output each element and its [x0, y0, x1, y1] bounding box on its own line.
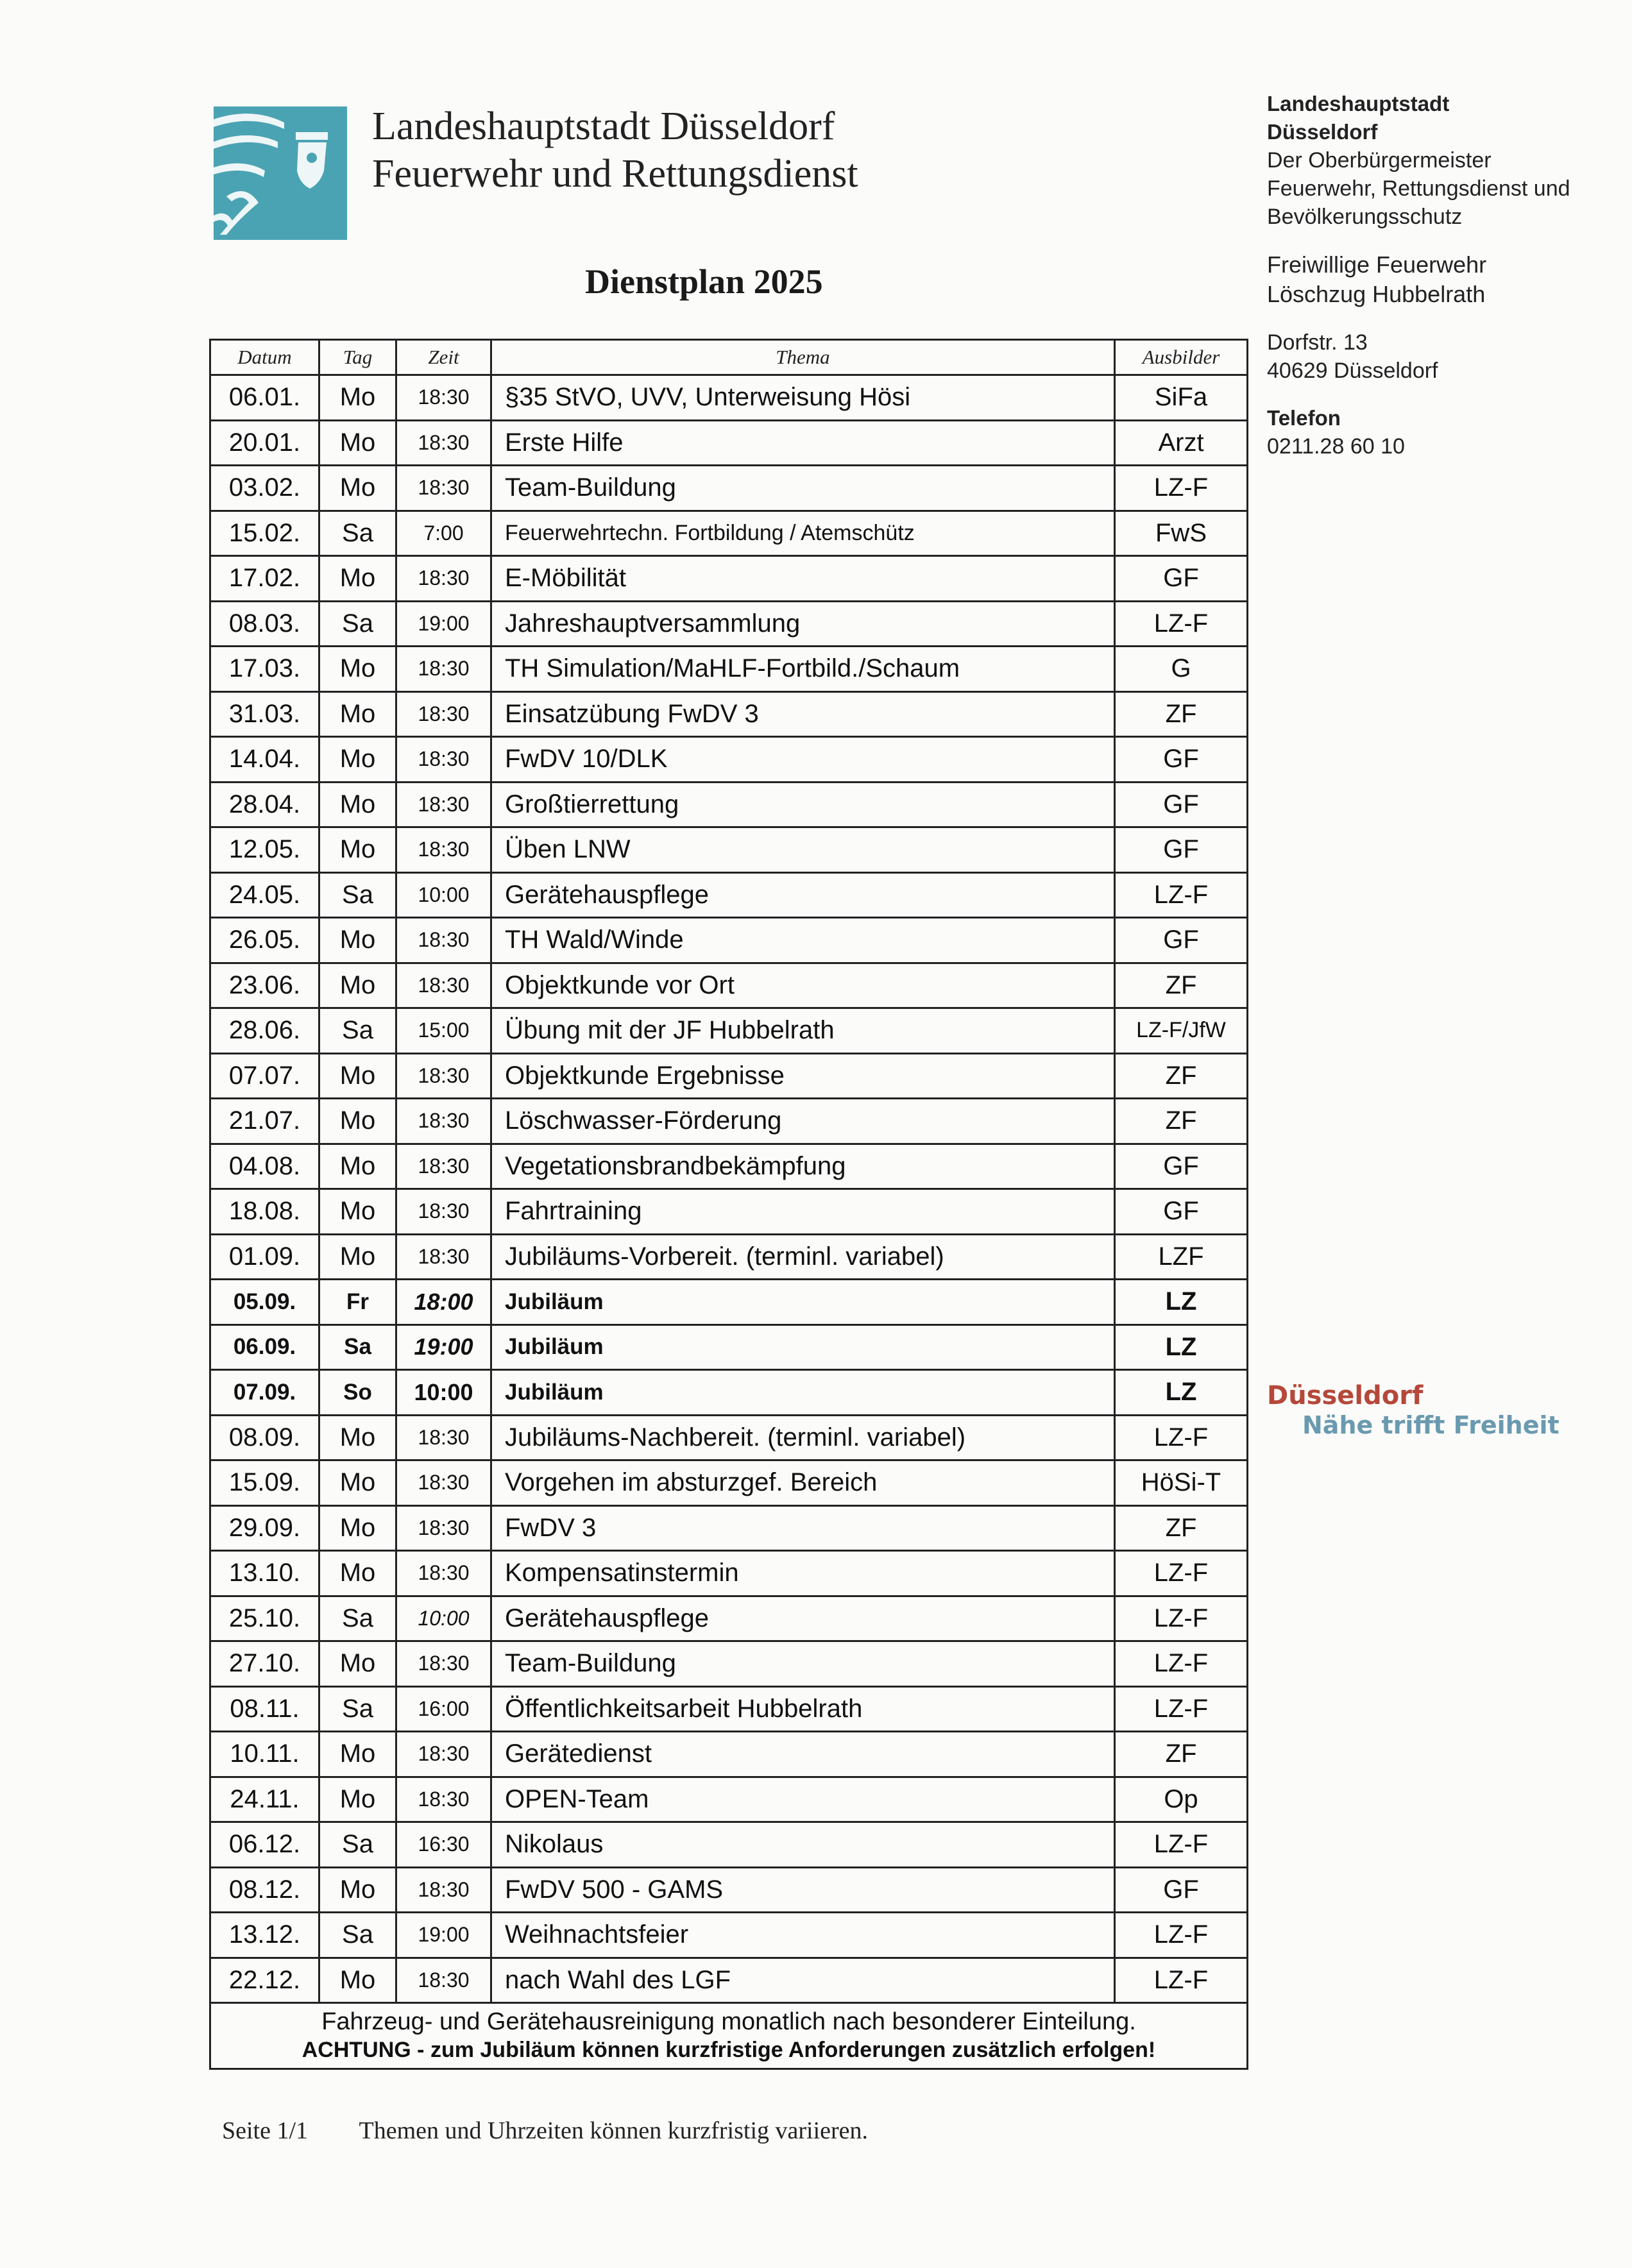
- row-date: 08.09.: [210, 1415, 319, 1460]
- row-time: 18:30: [396, 1189, 491, 1235]
- table-row: [210, 1596, 1248, 1641]
- row-day: Mo: [319, 375, 396, 421]
- row-day: Sa: [319, 1913, 396, 1958]
- row-date: 21.07.: [210, 1099, 319, 1144]
- row-topic: Üben LNW: [491, 827, 1115, 873]
- row-topic: Jubiläum: [491, 1370, 1115, 1416]
- table-row: [210, 556, 1248, 602]
- row-date: 01.09.: [210, 1234, 319, 1280]
- row-time: 18:30: [396, 1415, 491, 1460]
- row-day: Fr: [319, 1280, 396, 1325]
- sender-dept-line1: Feuerwehr, Rettungsdienst und: [1267, 176, 1570, 201]
- row-instructor: LZ-F: [1115, 1686, 1248, 1732]
- row-date: 26.05.: [210, 918, 319, 963]
- table-row: [210, 1280, 1248, 1325]
- sender-unit-line1: Freiwillige Feuerwehr: [1267, 251, 1487, 278]
- row-date: 17.03.: [210, 647, 319, 692]
- header-day: Tag: [319, 340, 396, 375]
- row-date: 10.11.: [210, 1732, 319, 1777]
- row-topic: nach Wahl des LGF: [491, 1958, 1115, 2003]
- row-day: Sa: [319, 872, 396, 918]
- row-time: 18:30: [396, 1732, 491, 1777]
- row-time: 16:30: [396, 1822, 491, 1868]
- org-title: [372, 103, 858, 198]
- row-instructor: ZF: [1115, 1732, 1248, 1777]
- table-row: [210, 1460, 1248, 1506]
- row-date: 06.01.: [210, 375, 319, 421]
- row-day: Mo: [319, 1551, 396, 1596]
- row-date: 29.09.: [210, 1505, 319, 1551]
- row-day: Mo: [319, 827, 396, 873]
- row-topic: Team-Buildung: [491, 1641, 1115, 1687]
- row-day: Mo: [319, 466, 396, 511]
- table-row: [210, 1641, 1248, 1687]
- row-topic: TH Wald/Winde: [491, 918, 1115, 963]
- table-row: [210, 647, 1248, 692]
- row-date: 06.12.: [210, 1822, 319, 1868]
- row-topic: Großtierrettung: [491, 782, 1115, 827]
- row-instructor: LZ-F: [1115, 1913, 1248, 1958]
- table-row: [210, 691, 1248, 737]
- row-day: Mo: [319, 1189, 396, 1235]
- row-date: 25.10.: [210, 1596, 319, 1641]
- row-day: Mo: [319, 556, 396, 602]
- row-date: 31.03.: [210, 691, 319, 737]
- row-topic: Vegetationsbrandbekämpfung: [491, 1144, 1115, 1189]
- row-date: 23.06.: [210, 963, 319, 1008]
- page-number: Seite 1/1: [222, 2117, 309, 2144]
- table-row: [210, 1686, 1248, 1732]
- row-instructor: ZF: [1115, 691, 1248, 737]
- row-day: Mo: [319, 1777, 396, 1822]
- row-instructor: GF: [1115, 1867, 1248, 1913]
- row-topic: Gerätedienst: [491, 1732, 1115, 1777]
- header-time: Zeit: [396, 340, 491, 375]
- row-topic: Objektkunde vor Ort: [491, 963, 1115, 1008]
- row-instructor: GF: [1115, 737, 1248, 783]
- row-instructor: GF: [1115, 782, 1248, 827]
- sender-block: [1267, 90, 1613, 461]
- row-instructor: LZ-F: [1115, 466, 1248, 511]
- row-time: 7:00: [396, 511, 491, 556]
- table-row: [210, 737, 1248, 783]
- row-date: 15.02.: [210, 511, 319, 556]
- row-time: 19:00: [396, 1324, 491, 1370]
- row-time: 18:30: [396, 782, 491, 827]
- sender-dept-line2: Bevölkerungsschutz: [1267, 205, 1463, 229]
- row-time: 18:30: [396, 827, 491, 873]
- row-day: Mo: [319, 1144, 396, 1189]
- row-instructor: LZ-F: [1115, 872, 1248, 918]
- table-row: [210, 1189, 1248, 1235]
- row-topic: Weihnachtsfeier: [491, 1913, 1115, 1958]
- row-date: 24.11.: [210, 1777, 319, 1822]
- row-date: 04.08.: [210, 1144, 319, 1189]
- sender-unit-line2: Löschzug Hubbelrath: [1267, 281, 1486, 307]
- table-row: [210, 601, 1248, 647]
- row-day: Sa: [319, 1686, 396, 1732]
- row-instructor: ZF: [1115, 1505, 1248, 1551]
- row-time: 10:00: [396, 1596, 491, 1641]
- row-topic: Nikolaus: [491, 1822, 1115, 1868]
- row-instructor: GF: [1115, 918, 1248, 963]
- row-instructor: ZF: [1115, 1099, 1248, 1144]
- row-instructor: G: [1115, 647, 1248, 692]
- table-row: [210, 1053, 1248, 1099]
- table-row: [210, 1415, 1248, 1460]
- row-day: So: [319, 1370, 396, 1416]
- table-row: [210, 466, 1248, 511]
- notes-row: [210, 2003, 1248, 2069]
- table-row: [210, 1370, 1248, 1416]
- row-time: 18:30: [396, 691, 491, 737]
- table-row: [210, 1777, 1248, 1822]
- row-date: 14.04.: [210, 737, 319, 783]
- row-day: Mo: [319, 647, 396, 692]
- row-date: 17.02.: [210, 556, 319, 602]
- row-date: 20.01.: [210, 420, 319, 466]
- row-topic: E-Möbilität: [491, 556, 1115, 602]
- row-day: Sa: [319, 1822, 396, 1868]
- row-instructor: LZ-F: [1115, 1958, 1248, 2003]
- table-header-row: [210, 340, 1248, 375]
- row-date: 27.10.: [210, 1641, 319, 1687]
- table-row: [210, 1732, 1248, 1777]
- row-time: 18:30: [396, 737, 491, 783]
- table-row: [210, 1099, 1248, 1144]
- row-date: 22.12.: [210, 1958, 319, 2003]
- org-title-line2: Feuerwehr und Rettungsdienst: [372, 152, 858, 196]
- row-time: 18:30: [396, 918, 491, 963]
- sender-street: Dorfstr. 13: [1267, 330, 1368, 355]
- row-instructor: GF: [1115, 1189, 1248, 1235]
- row-topic: Einsatzübung FwDV 3: [491, 691, 1115, 737]
- table-row: [210, 1551, 1248, 1596]
- table-row: [210, 827, 1248, 873]
- row-topic: Vorgehen im absturzgef. Bereich: [491, 1460, 1115, 1506]
- row-date: 05.09.: [210, 1280, 319, 1325]
- row-instructor: GF: [1115, 556, 1248, 602]
- row-date: 18.08.: [210, 1189, 319, 1235]
- slogan-line1: Düsseldorf: [1267, 1381, 1424, 1410]
- row-topic: Übung mit der JF Hubbelrath: [491, 1008, 1115, 1054]
- table-row: [210, 1008, 1248, 1054]
- row-time: 18:30: [396, 375, 491, 421]
- row-time: 16:00: [396, 1686, 491, 1732]
- row-instructor: ZF: [1115, 1053, 1248, 1099]
- table-row: [210, 1324, 1248, 1370]
- row-day: Mo: [319, 1415, 396, 1460]
- document-title: Dienstplan 2025: [585, 262, 823, 301]
- table-row: [210, 782, 1248, 827]
- row-day: Mo: [319, 1732, 396, 1777]
- row-topic: Jubiläums-Vorbereit. (terminl. variabel): [491, 1234, 1115, 1280]
- row-date: 15.09.: [210, 1460, 319, 1506]
- row-time: 18:30: [396, 1777, 491, 1822]
- row-time: 10:00: [396, 872, 491, 918]
- slogan-line2: Nähe trifft Freiheit: [1302, 1411, 1560, 1439]
- header-date: Datum: [210, 340, 319, 375]
- table-row: [210, 1144, 1248, 1189]
- row-day: Mo: [319, 963, 396, 1008]
- row-instructor: SiFa: [1115, 375, 1248, 421]
- table-row: [210, 1913, 1248, 1958]
- header-instructor: Ausbilder: [1115, 340, 1248, 375]
- row-day: Mo: [319, 1234, 396, 1280]
- row-day: Mo: [319, 1099, 396, 1144]
- row-instructor: LZF: [1115, 1234, 1248, 1280]
- row-instructor: LZ: [1115, 1280, 1248, 1325]
- row-date: 06.09.: [210, 1324, 319, 1370]
- row-instructor: LZ-F: [1115, 1822, 1248, 1868]
- table-row: [210, 420, 1248, 466]
- row-time: 18:30: [396, 1867, 491, 1913]
- row-instructor: LZ-F/JfW: [1115, 1008, 1248, 1054]
- sender-city-line2: Düsseldorf: [1267, 120, 1378, 144]
- row-topic: TH Simulation/MaHLF-Fortbild./Schaum: [491, 647, 1115, 692]
- phone-label: Telefon: [1267, 406, 1341, 430]
- row-topic: Kompensatinstermin: [491, 1551, 1115, 1596]
- row-day: Mo: [319, 1053, 396, 1099]
- row-instructor: FwS: [1115, 511, 1248, 556]
- row-topic: FwDV 3: [491, 1505, 1115, 1551]
- row-topic: Fahrtraining: [491, 1189, 1115, 1235]
- row-time: 15:00: [396, 1008, 491, 1054]
- row-instructor: LZ-F: [1115, 1641, 1248, 1687]
- row-topic: OPEN-Team: [491, 1777, 1115, 1822]
- row-time: 18:30: [396, 963, 491, 1008]
- row-day: Sa: [319, 601, 396, 647]
- row-day: Mo: [319, 918, 396, 963]
- row-instructor: Arzt: [1115, 420, 1248, 466]
- table-row: [210, 1822, 1248, 1868]
- row-topic: Erste Hilfe: [491, 420, 1115, 466]
- row-topic: Objektkunde Ergebnisse: [491, 1053, 1115, 1099]
- row-time: 18:30: [396, 1505, 491, 1551]
- row-instructor: GF: [1115, 827, 1248, 873]
- row-time: 19:00: [396, 1913, 491, 1958]
- row-day: Mo: [319, 737, 396, 783]
- row-day: Mo: [319, 420, 396, 466]
- table-row: [210, 918, 1248, 963]
- row-day: Sa: [319, 511, 396, 556]
- row-date: 03.02.: [210, 466, 319, 511]
- row-date: 28.04.: [210, 782, 319, 827]
- row-topic: FwDV 500 - GAMS: [491, 1867, 1115, 1913]
- row-time: 18:30: [396, 420, 491, 466]
- row-time: 18:30: [396, 1053, 491, 1099]
- row-date: 13.10.: [210, 1551, 319, 1596]
- table-row: [210, 1867, 1248, 1913]
- row-time: 18:30: [396, 1144, 491, 1189]
- table-row: [210, 1958, 1248, 2003]
- notes-cell: [210, 2003, 1248, 2069]
- row-topic: Feuerwehrtechn. Fortbildung / Atemschütz: [491, 511, 1115, 556]
- page-footer: [222, 2117, 868, 2145]
- row-instructor: LZ: [1115, 1324, 1248, 1370]
- footer-disclaimer: Themen und Uhrzeiten können kurzfristig variieren.: [359, 2117, 869, 2144]
- row-day: Sa: [319, 1324, 396, 1370]
- table-row: [210, 1505, 1248, 1551]
- row-date: 13.12.: [210, 1913, 319, 1958]
- row-instructor: LZ-F: [1115, 1596, 1248, 1641]
- row-topic: Gerätehauspflege: [491, 1596, 1115, 1641]
- row-instructor: GF: [1115, 1144, 1248, 1189]
- row-date: 12.05.: [210, 827, 319, 873]
- row-date: 08.11.: [210, 1686, 319, 1732]
- row-instructor: HöSi-T: [1115, 1460, 1248, 1506]
- table-row: [210, 872, 1248, 918]
- row-topic: Gerätehauspflege: [491, 872, 1115, 918]
- row-topic: Jahreshauptversammlung: [491, 601, 1115, 647]
- row-day: Mo: [319, 1505, 396, 1551]
- note-attention: ACHTUNG - zum Jubiläum können kurzfristige Anforderungen zusätzlich erfolgen!: [302, 2038, 1156, 2062]
- row-topic: Jubiläum: [491, 1280, 1115, 1325]
- row-topic: Öffentlichkeitsarbeit Hubbelrath: [491, 1686, 1115, 1732]
- sender-city: 40629 Düsseldorf: [1267, 359, 1438, 383]
- city-slogan: [1267, 1380, 1560, 1439]
- header-topic: Thema: [491, 340, 1115, 375]
- row-day: Sa: [319, 1008, 396, 1054]
- schedule-table: [209, 339, 1248, 2070]
- row-topic: Jubiläums-Nachbereit. (terminl. variabel): [491, 1415, 1115, 1460]
- row-topic: Team-Buildung: [491, 466, 1115, 511]
- row-day: Mo: [319, 1958, 396, 2003]
- row-date: 07.07.: [210, 1053, 319, 1099]
- org-title-line1: Landeshauptstadt Düsseldorf: [372, 105, 835, 148]
- row-day: Mo: [319, 1460, 396, 1506]
- row-instructor: LZ-F: [1115, 601, 1248, 647]
- row-day: Mo: [319, 691, 396, 737]
- row-date: 28.06.: [210, 1008, 319, 1054]
- row-date: 08.12.: [210, 1867, 319, 1913]
- row-instructor: LZ: [1115, 1370, 1248, 1416]
- row-day: Mo: [319, 782, 396, 827]
- row-date: 07.09.: [210, 1370, 319, 1416]
- row-time: 18:30: [396, 1460, 491, 1506]
- table-row: [210, 1234, 1248, 1280]
- row-instructor: ZF: [1115, 963, 1248, 1008]
- table-row: [210, 963, 1248, 1008]
- row-date: 24.05.: [210, 872, 319, 918]
- row-instructor: Op: [1115, 1777, 1248, 1822]
- row-topic: FwDV 10/DLK: [491, 737, 1115, 783]
- row-time: 18:00: [396, 1280, 491, 1325]
- row-time: 18:30: [396, 1234, 491, 1280]
- table-body: [210, 375, 1248, 2003]
- row-day: Sa: [319, 1596, 396, 1641]
- row-topic: Löschwasser-Förderung: [491, 1099, 1115, 1144]
- city-logo: [214, 106, 347, 240]
- row-time: 18:30: [396, 1958, 491, 2003]
- row-topic: Jubiläum: [491, 1324, 1115, 1370]
- row-day: Mo: [319, 1867, 396, 1913]
- phone-number: 0211.28 60 10: [1267, 434, 1405, 459]
- row-day: Mo: [319, 1641, 396, 1687]
- row-time: 10:00: [396, 1370, 491, 1416]
- row-time: 18:30: [396, 1641, 491, 1687]
- sender-mayor: Der Oberbürgermeister: [1267, 148, 1492, 173]
- row-time: 18:30: [396, 1099, 491, 1144]
- table-row: [210, 511, 1248, 556]
- row-time: 18:30: [396, 1551, 491, 1596]
- row-time: 18:30: [396, 647, 491, 692]
- row-time: 18:30: [396, 556, 491, 602]
- row-date: 08.03.: [210, 601, 319, 647]
- row-instructor: LZ-F: [1115, 1551, 1248, 1596]
- row-topic: §35 StVO, UVV, Unterweisung Hösi: [491, 375, 1115, 421]
- row-time: 19:00: [396, 601, 491, 647]
- table-row: [210, 375, 1248, 421]
- note-cleaning: Fahrzeug- und Gerätehausreinigung monatlich nach besonderer Einteilung.: [321, 2008, 1136, 2035]
- row-time: 18:30: [396, 466, 491, 511]
- sender-city-line1: Landeshauptstadt: [1267, 92, 1450, 115]
- row-instructor: LZ-F: [1115, 1415, 1248, 1460]
